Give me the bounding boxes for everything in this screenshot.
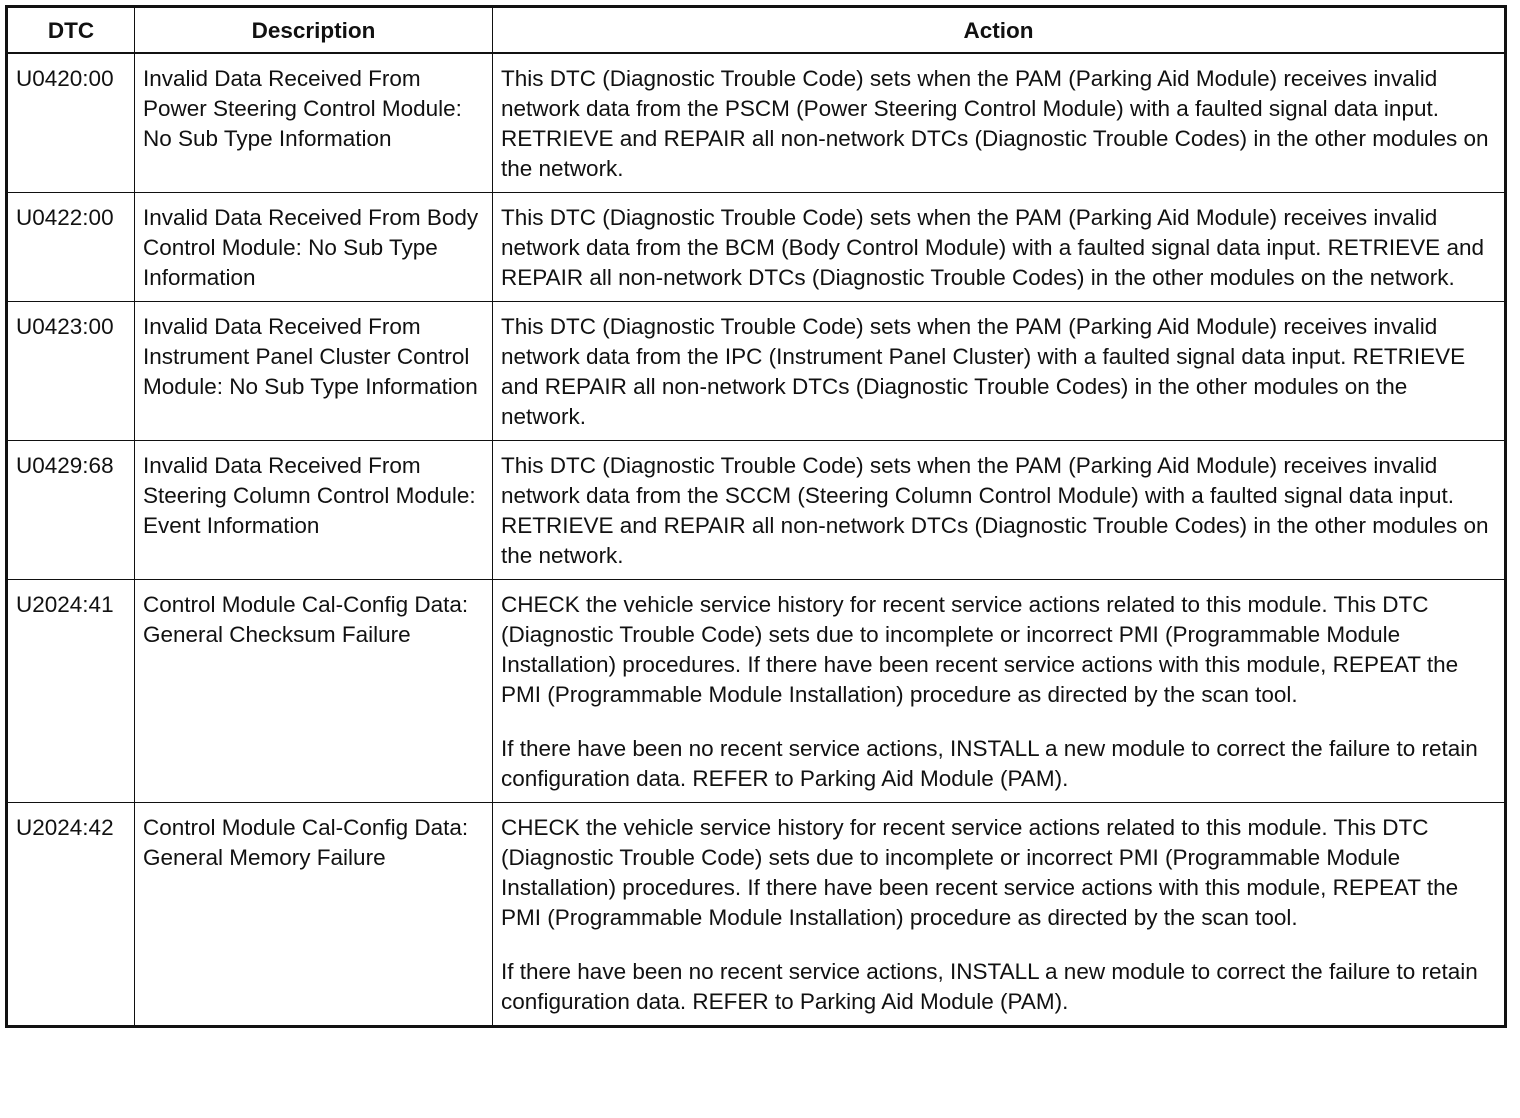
action-paragraph: If there have been no recent service actions, INSTALL a new module to correct the failure to retain configuration data. REFER to Parking Aid Module (PAM).	[501, 959, 1478, 1014]
dtc-table	[5, 5, 1507, 1028]
action-paragraph: This DTC (Diagnostic Trouble Code) sets when the PAM (Parking Aid Module) receives invalid network data from the BCM (Body Control Module) with a faulted signal data input. RETRIEVE and REPAIR all non-network DTCs (Diagnostic Trouble Codes) in the other modules on the network.	[501, 205, 1484, 290]
table-row	[7, 803, 1506, 1027]
description-cell: Control Module Cal-Config Data: General Checksum Failure	[135, 580, 493, 803]
action-paragraph: This DTC (Diagnostic Trouble Code) sets when the PAM (Parking Aid Module) receives invalid network data from the PSCM (Power Steering Control Module) with a faulted signal data input. RETRIEVE and REPAIR all non-network DTCs (Diagnostic Trouble Codes) in the other modules on the network.	[501, 66, 1489, 181]
action-paragraph: CHECK the vehicle service history for recent service actions related to this module. This DTC (Diagnostic Trouble Code) sets due to incomplete or incorrect PMI (Programmable Module Installation) procedures. If there have been recent service actions with this module, REPEAT the PMI (Programmable Module Installation) procedure as directed by the scan tool.	[501, 592, 1459, 707]
action-cell	[493, 580, 1506, 803]
action-cell	[493, 803, 1506, 1027]
table-row	[7, 193, 1506, 302]
dtc-code-cell: U2024:41	[7, 580, 135, 803]
action-cell	[493, 441, 1506, 580]
description-cell: Invalid Data Received From Power Steering Control Module: No Sub Type Information	[135, 53, 493, 193]
table-row	[7, 580, 1506, 803]
description-cell: Invalid Data Received From Instrument Panel Cluster Control Module: No Sub Type Information	[135, 302, 493, 441]
action-cell	[493, 53, 1506, 193]
header-description: Description	[135, 7, 493, 54]
dtc-code-cell: U2024:42	[7, 803, 135, 1027]
dtc-code-cell: U0429:68	[7, 441, 135, 580]
description-cell: Invalid Data Received From Steering Column Control Module: Event Information	[135, 441, 493, 580]
action-paragraph: This DTC (Diagnostic Trouble Code) sets when the PAM (Parking Aid Module) receives invalid network data from the SCCM (Steering Column Control Module) with a faulted signal data input. RETRIEVE and REPAIR all non-network DTCs (Diagnostic Trouble Codes) in the other modules on the network.	[501, 453, 1489, 568]
description-cell: Invalid Data Received From Body Control Module: No Sub Type Information	[135, 193, 493, 302]
action-paragraph: This DTC (Diagnostic Trouble Code) sets when the PAM (Parking Aid Module) receives invalid network data from the IPC (Instrument Panel Cluster) with a faulted signal data input. RETRIEVE and REPAIR all non-network DTCs (Diagnostic Trouble Codes) in the other modules on the network.	[501, 314, 1466, 429]
action-cell	[493, 193, 1506, 302]
table-body	[7, 53, 1506, 1027]
dtc-code-cell: U0422:00	[7, 193, 135, 302]
table-row	[7, 441, 1506, 580]
dtc-code-cell: U0420:00	[7, 53, 135, 193]
header-dtc: DTC	[7, 7, 135, 54]
action-paragraph: CHECK the vehicle service history for recent service actions related to this module. This DTC (Diagnostic Trouble Code) sets due to incomplete or incorrect PMI (Programmable Module Installation) procedures. If there have been recent service actions with this module, REPEAT the PMI (Programmable Module Installation) procedure as directed by the scan tool.	[501, 815, 1459, 930]
table-header-row	[7, 7, 1506, 54]
table-row	[7, 53, 1506, 193]
header-action: Action	[493, 7, 1506, 54]
table-row	[7, 302, 1506, 441]
action-cell	[493, 302, 1506, 441]
action-paragraph: If there have been no recent service actions, INSTALL a new module to correct the failure to retain configuration data. REFER to Parking Aid Module (PAM).	[501, 736, 1478, 791]
dtc-code-cell: U0423:00	[7, 302, 135, 441]
description-cell: Control Module Cal-Config Data: General Memory Failure	[135, 803, 493, 1027]
